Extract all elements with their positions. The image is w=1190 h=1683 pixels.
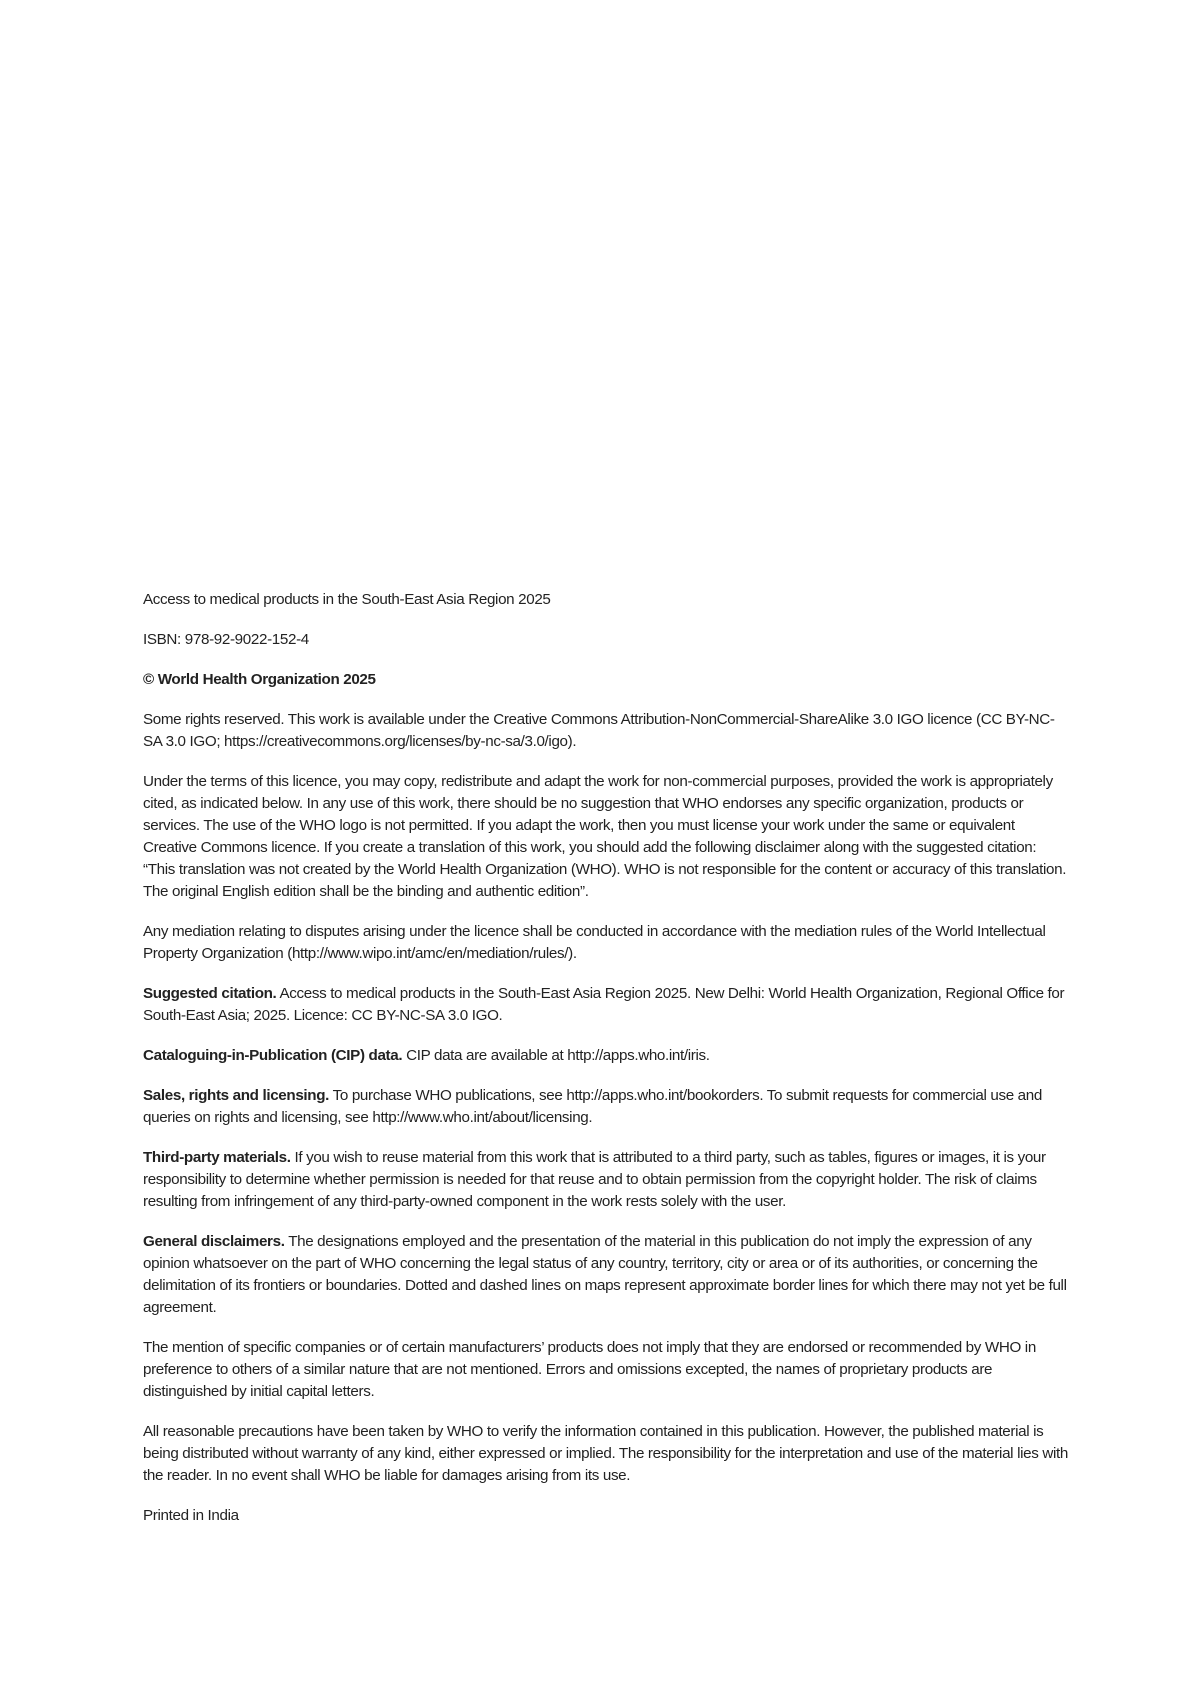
citation-paragraph (143, 983, 1068, 1027)
sales-lead: Sales, rights and licensing. (143, 1087, 330, 1104)
disclaimers-lead: General disclaimers. (143, 1233, 285, 1250)
licence-terms-paragraph: Under the terms of this licence, you may copy, redistribute and adapt the work for non-commercial purposes, provided the work is appropriately cited, as indicated below. In any use of this work, there should be no suggestion that WHO endorses any specific organization, products or services. The use of the WHO logo is not permitted. If you adapt the work, then you must license your work under the same or equivalent Creative Commons licence. If you create a translation of this work, you should add the following disclaimer along with the suggested citation: “This translation was not created by the World Health Organization (WHO). WHO is not responsible for the content or accuracy of this translation. The original English edition shall be the binding and authentic edition”. (143, 773, 1067, 900)
copyright-line: © World Health Organization 2025 (143, 671, 376, 688)
third-party-paragraph (143, 1147, 1068, 1213)
sales-paragraph (143, 1085, 1068, 1129)
cip-text: CIP data are available at http://apps.who.int/iris. (402, 1047, 710, 1064)
companies-paragraph: The mention of specific companies or of certain manufacturers’ products does not imply that they are endorsed or recommended by WHO in preference to others of a similar nature that are not mentioned. Errors and omissions excepted, the names of proprietary products are distinguished by initial capital letters. (143, 1339, 1036, 1400)
cip-paragraph (143, 1045, 1068, 1067)
disclaimers-paragraph (143, 1231, 1068, 1319)
isbn-line: ISBN: 978-92-9022-152-4 (143, 631, 309, 648)
precautions-paragraph: All reasonable precautions have been taken by WHO to verify the information contained in this publication. However, the published material is being distributed without warranty of any kind, either expressed or implied. The responsibility for the interpretation and use of the material lies with the reader. In no event shall WHO be liable for damages arising from its use. (143, 1423, 1068, 1484)
imprint-block (143, 589, 1068, 1545)
publication-title: Access to medical products in the South-East Asia Region 2025 (143, 591, 551, 608)
rights-paragraph: Some rights reserved. This work is available under the Creative Commons Attribution-NonCommercial-ShareAlike 3.0 IGO licence (CC BY-NC-SA 3.0 IGO; https://creativecommons.org/licenses/by-nc-sa/3.0/igo). (143, 711, 1055, 750)
cip-lead: Cataloguing-in-Publication (CIP) data. (143, 1047, 403, 1064)
third-party-text: If you wish to reuse material from this work that is attributed to a third party, such as tables, figures or images, it is your responsibility to determine whether permission is needed for that reuse and to obtain permission from the copyright holder. The risk of claims resulting from infringement of any third-party-owned component in the work rests solely with the user. (143, 1149, 1046, 1210)
sales-text: To purchase WHO publications, see http://apps.who.int/bookorders. To submit requests for commercial use and queries on rights and licensing, see http://www.who.int/about/licensing. (143, 1087, 1042, 1126)
third-party-lead: Third-party materials. (143, 1149, 291, 1166)
citation-lead: Suggested citation. (143, 985, 277, 1002)
printed-line: Printed in India (143, 1507, 239, 1524)
citation-text: Access to medical products in the South-East Asia Region 2025. New Delhi: World Health Organization, Regional Office for South-East Asia; 2025. Licence: CC BY-NC-SA 3.0 IGO. (143, 985, 1065, 1024)
mediation-paragraph: Any mediation relating to disputes arising under the licence shall be conducted in accordance with the mediation rules of the World Intellectual Property Organization (http://www.wipo.int/amc/en/mediation/rules/). (143, 923, 1046, 962)
disclaimers-text: The designations employed and the presentation of the material in this publication do not imply the expression of any opinion whatsoever on the part of WHO concerning the legal status of any country, territory, city or area or of its authorities, or concerning the delimitation of its frontiers or boundaries. Dotted and dashed lines on maps represent approximate border lines for which there may not yet be full agreement. (143, 1233, 1067, 1316)
